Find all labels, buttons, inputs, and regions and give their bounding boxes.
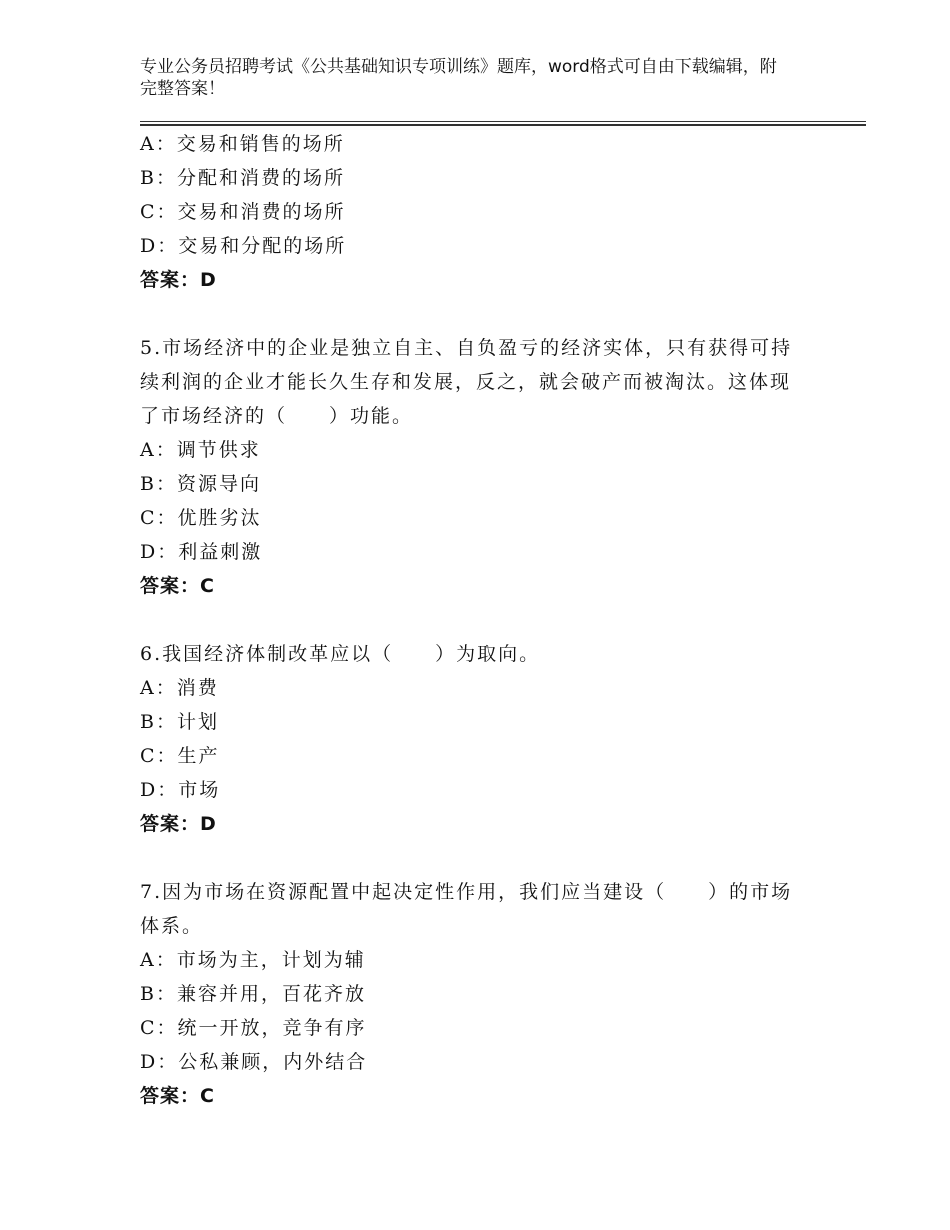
- document-header: 专业公务员招聘考试《公共基础知识专项训练》题库，word格式可自由下载编辑，附完整答案！: [140, 57, 777, 99]
- option-c: C：统一开放，竞争有序: [140, 1017, 367, 1039]
- option-c: C：生产: [140, 745, 220, 767]
- question-block-6: [140, 637, 820, 841]
- header-divider-thin: [140, 121, 866, 122]
- answer-label: 答案：D: [140, 813, 217, 835]
- question-block-5: [140, 331, 820, 603]
- option-b: B：兼容并用，百花齐放: [140, 983, 366, 1005]
- option-b: B：资源导向: [140, 473, 261, 495]
- answer-label: 答案：D: [140, 269, 217, 291]
- answer-label: 答案：C: [140, 1085, 215, 1107]
- header-divider-thick: [140, 124, 866, 126]
- option-a: A：消费: [140, 677, 219, 699]
- question-block-4: [140, 127, 820, 297]
- question-block-7: [140, 875, 820, 1113]
- option-a: A：调节供求: [140, 439, 261, 461]
- option-a: A：市场为主，计划为辅: [140, 949, 366, 971]
- answer-label: 答案：C: [140, 575, 215, 597]
- option-b: B：分配和消费的场所: [140, 167, 345, 189]
- option-c: C：交易和消费的场所: [140, 201, 346, 223]
- option-b: B：计划: [140, 711, 219, 733]
- option-d: D：市场: [140, 779, 221, 801]
- option-c: C：优胜劣汰: [140, 507, 262, 529]
- option-d: D：交易和分配的场所: [140, 235, 347, 257]
- question-text: 7.因为市场在资源配置中起决定性作用，我们应当建设（ ）的市场体系。: [140, 881, 793, 937]
- option-d: D：公私兼顾，内外结合: [140, 1051, 368, 1073]
- question-text: 5.市场经济中的企业是独立自主、自负盈亏的经济实体，只有获得可持续利润的企业才能长久生存和发展，反之，就会破产而被淘汰。这体现了市场经济的（ ）功能。: [140, 337, 793, 427]
- option-d: D：利益刺激: [140, 541, 263, 563]
- question-text: 6.我国经济体制改革应以（ ）为取向。: [140, 643, 541, 665]
- question-list: [140, 127, 820, 1147]
- option-a: A：交易和销售的场所: [140, 133, 345, 155]
